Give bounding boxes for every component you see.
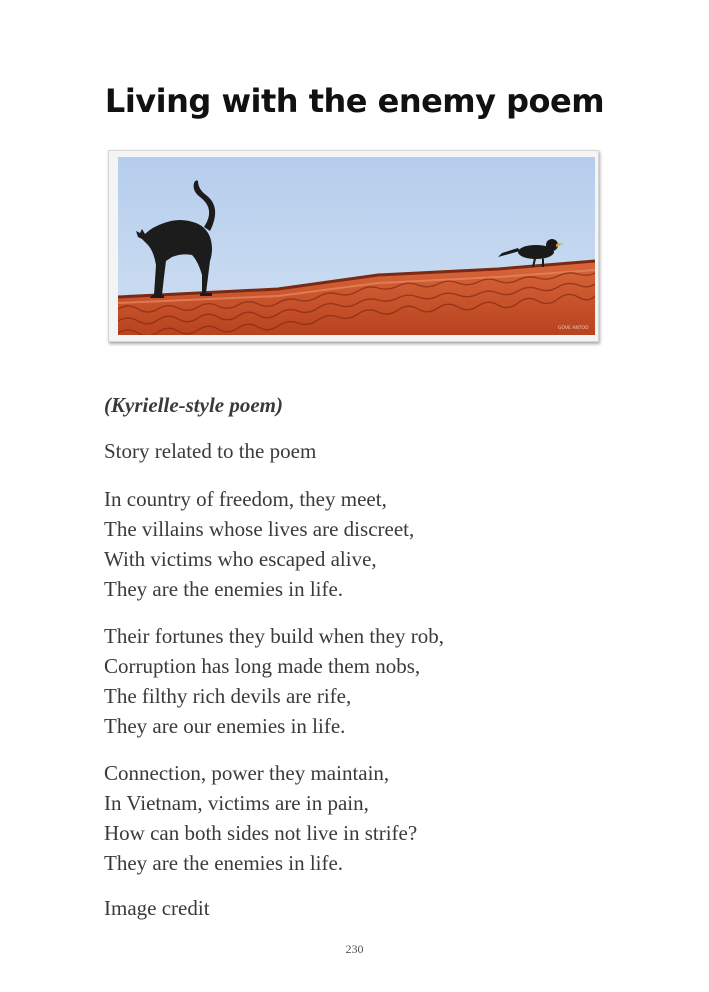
- story-link[interactable]: Story related to the poem: [104, 439, 317, 463]
- poem-line: In Vietnam, victims are in pain,: [104, 791, 369, 815]
- page-title: Living with the enemy poem: [104, 82, 605, 120]
- poem-line: Corruption has long made them nobs,: [104, 654, 421, 678]
- poem-line: In country of freedom, they meet,: [104, 487, 387, 511]
- stanza-1: [104, 484, 414, 604]
- stanza-2: [104, 621, 444, 741]
- poem-line: They are the enemies in life.: [104, 851, 344, 875]
- stanza-3: [104, 758, 417, 878]
- poem-line: The villains whose lives are discreet,: [104, 517, 415, 541]
- photo-watermark: GOVE ANTOO: [558, 326, 589, 331]
- image-credit-link[interactable]: Image credit: [104, 896, 210, 920]
- poem-line: Their fortunes they build when they rob,: [104, 624, 444, 648]
- poem-line: The filthy rich devils are rife,: [104, 684, 352, 708]
- poem-line: With victims who escaped alive,: [104, 547, 377, 571]
- poem-line: They are our enemies in life.: [104, 714, 346, 738]
- poem-line: How can both sides not live in strife?: [104, 821, 418, 845]
- photo-frame: [108, 150, 599, 342]
- poem-line: Connection, power they maintain,: [104, 761, 390, 785]
- poem-line: They are the enemies in life.: [104, 577, 344, 601]
- page-number: 230: [345, 942, 364, 956]
- poem-subtitle: (Kyrielle-style poem): [104, 393, 284, 417]
- cat-and-bird-on-roof-photo: [118, 157, 595, 335]
